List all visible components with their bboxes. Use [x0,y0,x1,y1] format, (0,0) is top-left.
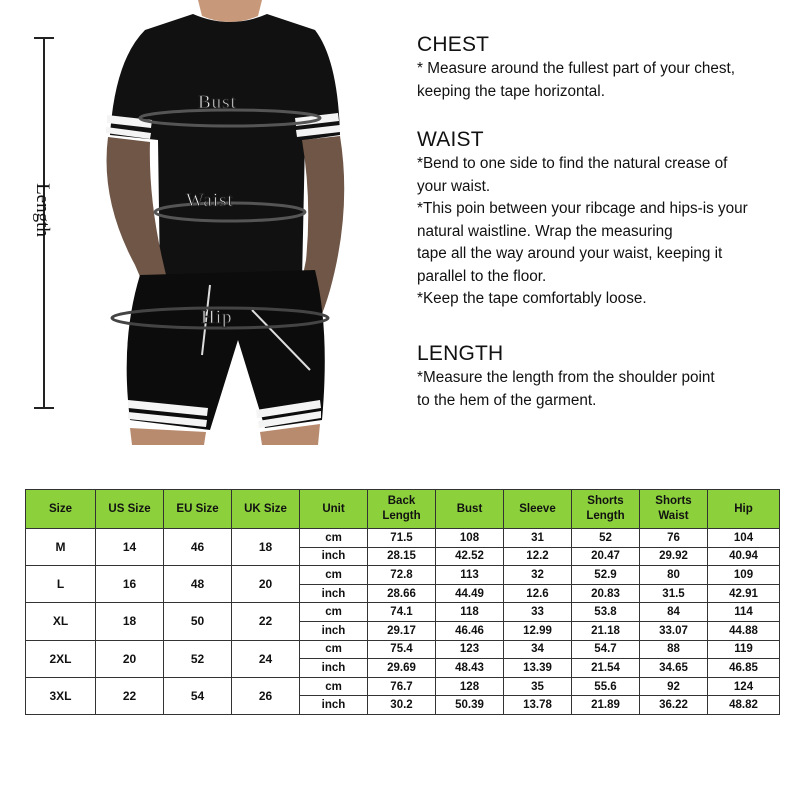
value-cell: 108 [436,529,504,548]
value-cell: 12.2 [504,547,572,566]
value-cell: 13.39 [504,659,572,678]
eu-size-cell: 52 [164,640,232,677]
table-body [26,529,780,715]
col-header: Back Length [368,490,436,529]
length-line: to the hem of the garment. [417,391,597,409]
value-cell: 55.6 [572,677,640,696]
value-cell: 32 [504,566,572,585]
col-header: UK Size [232,490,300,529]
chest-line: keeping the tape horizontal. [417,82,605,100]
value-cell: 12.6 [504,584,572,603]
value-cell: 46.46 [436,621,504,640]
value-cell: 46.85 [708,659,780,678]
eu-size-cell: 46 [164,529,232,566]
value-cell: 80 [640,566,708,585]
unit-cell: inch [300,584,368,603]
size-chart-table [25,489,780,715]
value-cell: 34 [504,640,572,659]
value-cell: 13.78 [504,696,572,715]
value-cell: 113 [436,566,504,585]
value-cell: 29.17 [368,621,436,640]
us-size-cell: 22 [96,677,164,714]
value-cell: 42.52 [436,547,504,566]
col-header: Shorts Waist [640,490,708,529]
value-cell: 29.92 [640,547,708,566]
value-cell: 34.65 [640,659,708,678]
table-row [26,529,780,548]
value-cell: 21.89 [572,696,640,715]
value-cell: 28.66 [368,584,436,603]
unit-cell: inch [300,621,368,640]
col-header: Sleeve [504,490,572,529]
uk-size-cell: 22 [232,603,300,640]
size-cell: M [26,529,96,566]
table-row [26,677,780,696]
us-size-cell: 20 [96,640,164,677]
value-cell: 48.82 [708,696,780,715]
value-cell: 104 [708,529,780,548]
unit-cell: cm [300,529,368,548]
eu-size-cell: 50 [164,603,232,640]
unit-cell: cm [300,566,368,585]
col-header: EU Size [164,490,232,529]
model-photo [90,0,380,445]
value-cell: 48.43 [436,659,504,678]
unit-cell: cm [300,640,368,659]
table-row [26,603,780,622]
value-cell: 119 [708,640,780,659]
value-cell: 74.1 [368,603,436,622]
size-cell: 2XL [26,640,96,677]
value-cell: 50.39 [436,696,504,715]
value-cell: 21.54 [572,659,640,678]
size-cell: 3XL [26,677,96,714]
uk-size-cell: 26 [232,677,300,714]
us-size-cell: 16 [96,566,164,603]
value-cell: 114 [708,603,780,622]
value-cell: 76.7 [368,677,436,696]
eu-size-cell: 48 [164,566,232,603]
unit-cell: inch [300,547,368,566]
value-cell: 109 [708,566,780,585]
waist-heading: WAIST [417,128,484,151]
value-cell: 20.47 [572,547,640,566]
value-cell: 52 [572,529,640,548]
length-section [417,341,715,412]
unit-cell: cm [300,603,368,622]
value-cell: 84 [640,603,708,622]
value-cell: 53.8 [572,603,640,622]
value-cell: 88 [640,640,708,659]
value-cell: 44.49 [436,584,504,603]
waist-line: *Bend to one side to find the natural crease of [417,155,728,172]
value-cell: 40.94 [708,547,780,566]
unit-cell: inch [300,696,368,715]
value-cell: 33.07 [640,621,708,640]
value-cell: 28.15 [368,547,436,566]
length-label: Length [32,183,53,237]
chest-section [417,32,735,103]
col-header: Hip [708,490,780,529]
value-cell: 30.2 [368,696,436,715]
hip-label: Hip [201,307,233,328]
uk-size-cell: 20 [232,566,300,603]
eu-size-cell: 54 [164,677,232,714]
value-cell: 36.22 [640,696,708,715]
length-heading: LENGTH [417,342,504,365]
unit-cell: cm [300,677,368,696]
value-cell: 71.5 [368,529,436,548]
uk-size-cell: 18 [232,529,300,566]
waist-line: *Keep the tape comfortably loose. [417,290,647,307]
col-header: Shorts Length [572,490,640,529]
table-header-row [26,490,780,529]
table-row [26,640,780,659]
waist-line: *This poin between your ribcage and hips-is your [417,200,748,217]
waist-line: tape all the way around your waist, keeping it [417,245,723,262]
waist-line: natural waistline. Wrap the measuring [417,222,673,240]
value-cell: 42.91 [708,584,780,603]
us-size-cell: 14 [96,529,164,566]
value-cell: 52.9 [572,566,640,585]
size-cell: L [26,566,96,603]
value-cell: 124 [708,677,780,696]
col-header: Bust [436,490,504,529]
col-header: Size [26,490,96,529]
value-cell: 123 [436,640,504,659]
value-cell: 21.18 [572,621,640,640]
length-line: *Measure the length from the shoulder point [417,369,715,386]
bust-label: Bust [198,92,237,113]
chest-heading: CHEST [417,33,490,56]
waist-section [417,127,748,311]
table-row [26,566,780,585]
waist-line: your waist. [417,177,491,195]
value-cell: 44.88 [708,621,780,640]
value-cell: 33 [504,603,572,622]
value-cell: 12.99 [504,621,572,640]
value-cell: 128 [436,677,504,696]
size-cell: XL [26,603,96,640]
value-cell: 76 [640,529,708,548]
value-cell: 31.5 [640,584,708,603]
waist-line: parallel to the floor. [417,267,547,285]
value-cell: 72.8 [368,566,436,585]
value-cell: 75.4 [368,640,436,659]
uk-size-cell: 24 [232,640,300,677]
value-cell: 54.7 [572,640,640,659]
waist-label: Waist [186,190,234,211]
col-header: US Size [96,490,164,529]
col-header: Unit [300,490,368,529]
value-cell: 20.83 [572,584,640,603]
value-cell: 31 [504,529,572,548]
unit-cell: inch [300,659,368,678]
value-cell: 35 [504,677,572,696]
us-size-cell: 18 [96,603,164,640]
value-cell: 29.69 [368,659,436,678]
value-cell: 118 [436,603,504,622]
chest-line: * Measure around the fullest part of your chest, [417,60,736,77]
value-cell: 92 [640,677,708,696]
